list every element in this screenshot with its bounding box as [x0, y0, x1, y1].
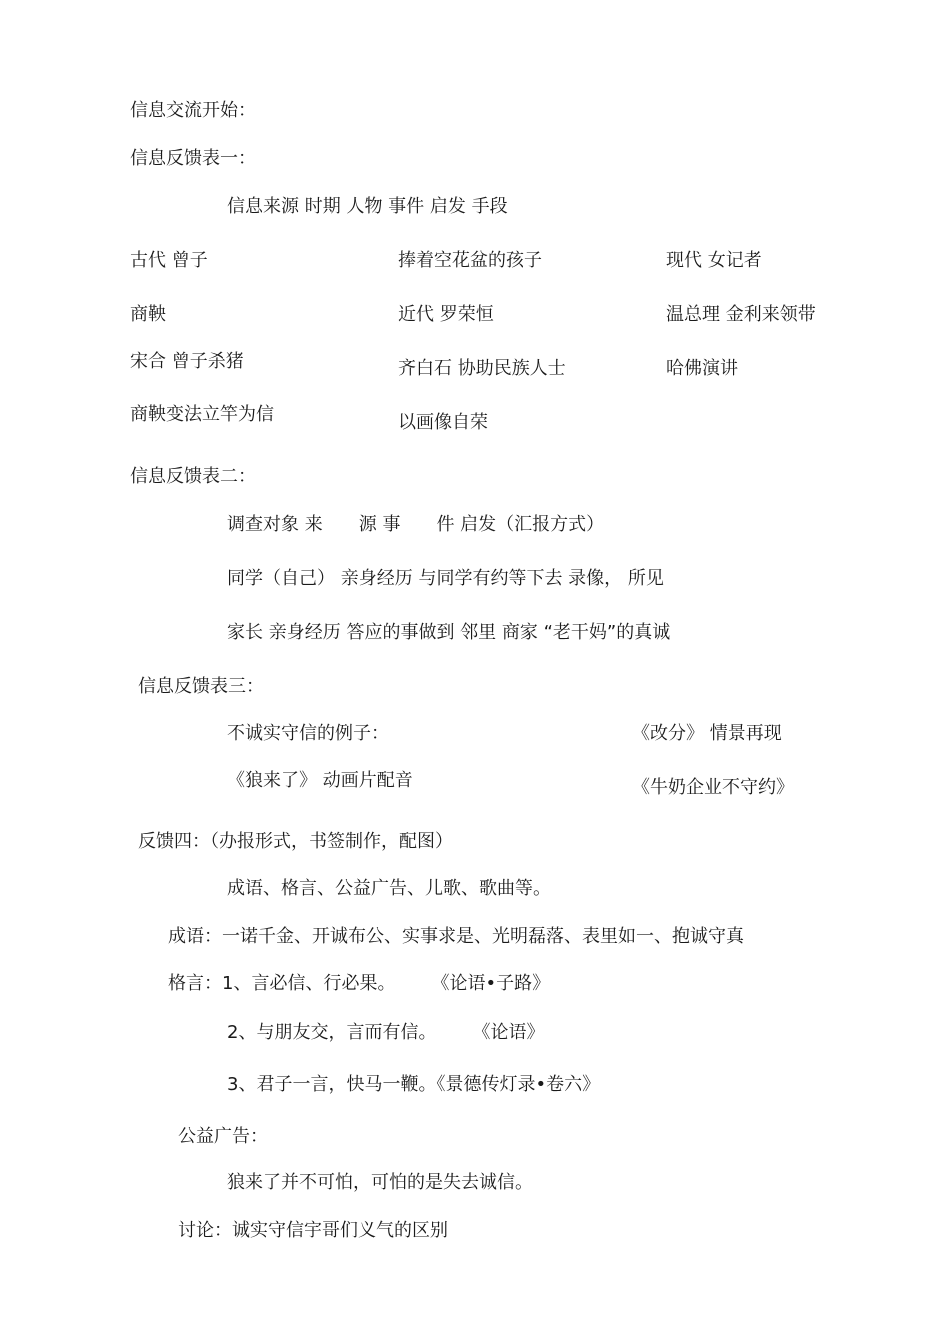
feedback4-types: 成语、格言、公益广告、儿歌、歌曲等。 — [227, 878, 551, 899]
table1-col3-item: 温总理 金利来领带 — [666, 304, 816, 325]
table2-row: 同学（自己） 亲身经历 与同学有约等下去 录像， 所见 — [227, 568, 664, 589]
table2-title: 信息反馈表二： — [130, 466, 256, 487]
table1-title: 信息反馈表一： — [130, 148, 256, 169]
table1-col1-item: 商鞅变法立竿为信 — [130, 404, 274, 425]
table1-col2-item: 捧着空花盆的孩子 — [398, 250, 542, 271]
feedback4-idioms: 成语：一诺千金、开诚布公、实事求是、光明磊落、表里如一、抱诚守真 — [168, 926, 744, 947]
table1-col2-item: 齐白石 协助民族人士 — [398, 358, 566, 379]
feedback4-motto: 格言：1、言必信、行必果。 《论语•子路》 — [168, 973, 551, 994]
feedback4-title: 反馈四：（办报形式，书签制作，配图） — [138, 831, 453, 852]
discussion: 讨论：诚实守信宇哥们义气的区别 — [178, 1220, 448, 1241]
table3-right-item: 《改分》 情景再现 — [632, 723, 782, 744]
table1-header: 信息来源 时期 人物 事件 启发 手段 — [227, 196, 508, 217]
heading-start: 信息交流开始： — [130, 100, 256, 121]
table3-left-item: 《狼来了》 动画片配音 — [227, 770, 413, 791]
feedback4-motto: 2、与朋友交，言而有信。 《论语》 — [227, 1022, 545, 1043]
table1-col2-item: 以画像自荣 — [398, 412, 488, 433]
table3-title: 信息反馈表三： — [138, 676, 264, 697]
table1-col1-item: 宋合 曾子杀猪 — [130, 351, 244, 372]
table1-col3-item: 现代 女记者 — [666, 250, 762, 271]
table1-col1-item: 商鞅 — [130, 304, 166, 325]
table1-col3-item: 哈佛演讲 — [666, 358, 738, 379]
table1-col2-item: 近代 罗荣恒 — [398, 304, 494, 325]
table3-left-item: 不诚实守信的例子： — [227, 723, 389, 744]
table2-row: 家长 亲身经历 答应的事做到 邻里 商家 “老干妈”的真诚 — [227, 622, 671, 643]
table3-right-item: 《牛奶企业不守约》 — [632, 777, 794, 798]
ad-text: 狼来了并不可怕，可怕的是失去诚信。 — [227, 1172, 533, 1193]
ad-title: 公益广告： — [178, 1126, 268, 1147]
table1-col1-item: 古代 曾子 — [130, 250, 208, 271]
table2-header: 调查对象 来 源 事 件 启发（汇报方式） — [227, 514, 605, 535]
feedback4-motto: 3、君子一言，快马一鞭。《景德传灯录•卷六》 — [227, 1074, 601, 1095]
